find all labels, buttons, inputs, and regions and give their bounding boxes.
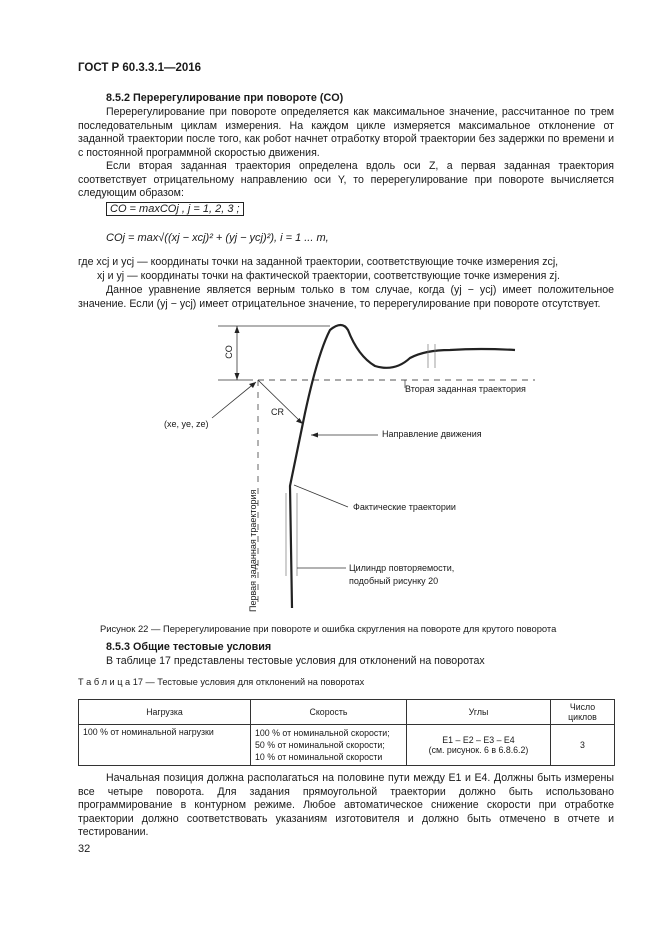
co-label-text: CO: [223, 345, 234, 359]
cr-line: [258, 380, 303, 424]
point-label: (xe, ye, ze): [164, 419, 209, 429]
column-cycles: Число циклов: [551, 700, 615, 725]
table-title: Т а б л и ц а 17 — Тестовые условия для отклонений на поворотах: [78, 677, 365, 687]
where-text-1: — координаты точки на заданной траектории, соответствующие точке измерения zcj,: [137, 256, 559, 268]
direction-label: Направление движения: [382, 429, 482, 439]
cylinder-label-1: Цилиндр повторяемости,: [349, 563, 455, 573]
figure-caption: Рисунок 22 — Перерегулирование при повороте и ошибка скругления на повороте для крутого поворота: [100, 623, 557, 634]
speed-50: 50 % от номинальной скорости;: [255, 740, 385, 750]
where-block-2: [97, 270, 614, 284]
cell-angles: [407, 725, 551, 766]
paragraph-start-position: Начальная позиция должна располагаться на половине пути между E1 и E4. Должны быть измерены все четыре поворота. Для задания прямоугольной траектории должно быть использовано программирование в контурном режиме. Любое автоматическое снижение скорости при отработке траектории должно соответствовать указаниям изготовителя и должно быть отмечено в отчете и тестировании.: [78, 772, 614, 839]
paragraph-overshoot-definition: Перерегулирование при повороте определяется как максимальное значение, рассчитанное по трем последовательным циклам измерения. На каждом цикле измеряется максимальное отклонение от заданной траектории после того, как робот начнет отработку второй траектории без задержки по времени и с постоянной программной скоростью движения.: [78, 106, 614, 159]
test-conditions-table: [78, 699, 615, 766]
cylinder-label-2: подобный рисунку 20: [349, 576, 439, 586]
table-header-row: [79, 700, 615, 725]
column-angles: Углы: [407, 700, 551, 725]
section-heading-8-5-2: 8.5.2 Перерегулирование при повороте (CO): [106, 92, 344, 104]
section-heading-8-5-3: 8.5.3 Общие тестовые условия: [106, 641, 272, 653]
angles-sequence: E1 – E2 – E3 – E4: [442, 735, 515, 745]
actual-leader: [294, 485, 348, 507]
second-path-label: Вторая заданная траектория: [405, 384, 526, 394]
formula-co-max-box: CO = maxCOj , j = 1, 2, 3 ;: [106, 202, 244, 216]
column-load: Нагрузка: [79, 700, 251, 725]
speed-100: 100 % от номинальной скорости;: [255, 728, 390, 738]
cell-cycles: 3: [551, 725, 615, 766]
first-path-label: Первая заданная траектория: [248, 489, 258, 612]
paragraph-validity: Данное уравнение является верным только в том случае, когда (yj − ycj) имеет положительное значение. Если (yj − ycj) имеет отрицательное значение, то перерегулирование при повороте отсутствует.: [78, 284, 614, 310]
cr-arrow: [296, 418, 303, 424]
direction-arrow: [311, 433, 318, 438]
where-symbol-2: xj и yj: [97, 270, 125, 282]
column-speed: Скорость: [251, 700, 407, 725]
figure-22-diagram: [150, 318, 550, 618]
where-block-1: [78, 256, 614, 270]
document-header: ГОСТ Р 60.3.3.1—2016: [78, 62, 202, 74]
where-text-2: — координаты точки на фактической траектории, соответствующие точке измерения zj.: [127, 270, 560, 282]
formula-coj: COj = max√((xj − xcj)² + (yj − ycj)²), i = 1 ... m,: [106, 232, 329, 244]
point-leader: [212, 382, 256, 418]
cell-load: 100 % от номинальной нагрузки: [79, 725, 251, 766]
co-arrow-down: [235, 373, 240, 380]
formula-co-max: [106, 202, 244, 216]
angles-reference: (см. рисунок. 6 в 6.8.6.2): [428, 745, 529, 755]
co-arrow-up: [235, 326, 240, 333]
table-row: [79, 725, 615, 766]
paragraph-axis-condition: Если вторая заданная траектория определена вдоль оси Z, а первая заданная траектория соответствует отрицательному направлению оси Y, то перерегулирование при повороте вычисляется следующим образом:: [78, 160, 614, 200]
cr-label: CR: [271, 407, 284, 417]
paragraph-table-intro: В таблице 17 представлены тестовые условия для отклонений на поворотах: [106, 655, 485, 667]
where-symbol-1: где xcj и ycj: [78, 256, 135, 268]
speed-10: 10 % от номинальной скорости: [255, 752, 383, 762]
actual-label: Фактические траектории: [353, 502, 456, 512]
page-number: 32: [78, 843, 91, 855]
cell-speed: [251, 725, 407, 766]
